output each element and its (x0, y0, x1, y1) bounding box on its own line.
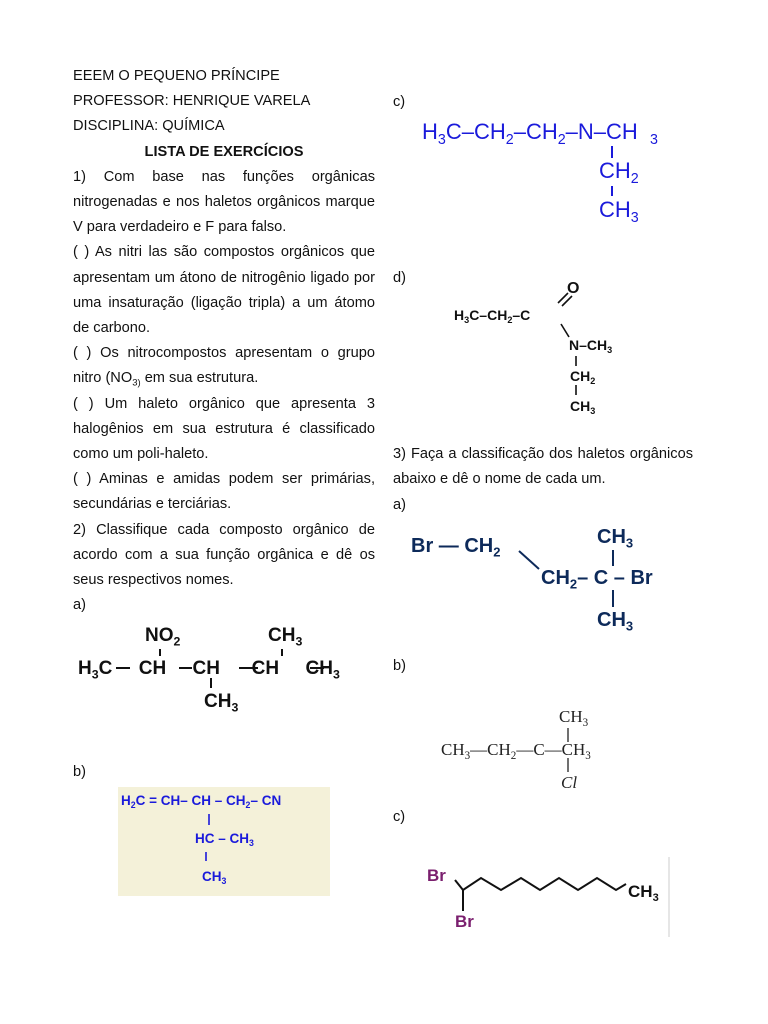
q2d-ch2: $CH_2$ (570, 368, 596, 387)
q3c-structure (425, 857, 675, 937)
q2a-ch3-bottom: $CH_3$ (204, 691, 239, 715)
q3-label-a: a) (393, 497, 406, 513)
page-title: LISTA DE EXERCÍCIOS (144, 143, 304, 160)
q3b-cl: Cl (561, 773, 578, 792)
q2d-n-ch3: $N-CH_3$ (569, 337, 613, 356)
q3-label-b: b) (393, 658, 406, 674)
q3a-ch3-bottom: $CH_3$ (597, 609, 634, 634)
q3a-br-ch2: Br — $CH_2$ (411, 535, 501, 560)
q2b-branch-ch3: $CH_3$ (202, 869, 227, 887)
q2-label-a: a) (73, 597, 86, 614)
q2a-structure (78, 622, 378, 722)
q3b-ch3-top: $CH_3$ (559, 707, 589, 729)
q2-label-b: b) (73, 764, 86, 780)
q1-prompt: 1) Com base nas funções orgânicas nitrogenadas e nos haletos orgânicos marque V para verdadeiro e F para falso. (73, 168, 375, 236)
q1-item-2-subscript: 3) (132, 377, 141, 389)
q3b-main-chain: $CH_3—CH_2—C—CH_3$ (441, 740, 591, 762)
q2b-main-chain: $H_2C = CH-$ CH – $CH_2-$ CN (121, 793, 282, 811)
q3c-br-top: Br (427, 866, 446, 885)
q3a-structure (411, 523, 691, 635)
q1-item-1: ( ) As nitri las são compostos orgânicos que apresentam um átono de nitrogênio ligado por uma insaturação (ligação tripla) a um átomo de carbono. (73, 244, 375, 337)
q2-label-d: d) (393, 270, 406, 286)
left-column (73, 64, 375, 618)
teacher-name: PROFESSOR: HENRIQUE VARELA (73, 93, 311, 110)
q2d-ch3: $CH_3$ (570, 398, 596, 417)
q2a-main-chain: $H_3C$ CH CH CH $CH_3$ (78, 658, 340, 682)
q1-item-3: ( ) Um haleto orgânico que apresenta 3 halogênios em sua estrutura é classificado como um poli-haleto. (73, 395, 375, 463)
school-name: EEEM O PEQUENO PRÍNCIPE (73, 68, 280, 84)
q2b-branch-hc: HC – $CH_3$ (195, 831, 254, 849)
q2d-main-chain: $H_3C-CH_2-C$ (454, 307, 531, 326)
q3c-br-bottom: Br (455, 912, 474, 931)
q2-prompt: 2) Classifique cada composto orgânico de acordo com a sua função orgânica e dê os seus respectivos nomes. (73, 521, 375, 589)
q2d-oxygen: O (567, 280, 580, 297)
q2d-bonds (454, 281, 654, 421)
q2b-structure (118, 787, 330, 896)
q3b-structure (441, 706, 661, 798)
q3c-ch3: $CH_3$ (628, 882, 659, 904)
q2c-ch3: $CH_3$ (599, 197, 639, 226)
subject-name: DISCIPLINA: QUÍMICA (73, 118, 225, 135)
q2c-structure (422, 117, 702, 227)
q2c-ch2: $CH_2$ (599, 158, 639, 187)
q1-item-2-tail: em sua estrutura. (140, 370, 259, 387)
q3a-middle-chain: $CH_2-$ C – Br (541, 567, 653, 592)
q1-item-4: ( ) Aminas e amidas podem ser primárias, secundárias e terciárias. (73, 471, 375, 513)
q2a-no2: $NO_2$ (145, 625, 181, 649)
q3-label-c: c) (393, 809, 406, 825)
q2c-bonds (422, 117, 702, 227)
q1-item-2 (73, 341, 375, 391)
q1-item-2-text: ( ) Os nitrocompostos apresentam o grupo nitro (NO (73, 345, 375, 387)
q2c-main-chain: $H_3C-CH_2-CH_2-N-CH$ $_3$ (422, 119, 658, 148)
q2d-structure (454, 281, 654, 421)
q2-label-c: c) (393, 94, 406, 110)
q3-prompt: 3) Faça a classificação dos haletos orgânicos abaixo e dê o nome de cada um. (393, 446, 693, 488)
q2a-ch3-top: $CH_3$ (268, 625, 303, 649)
q3a-ch3-top: $CH_3$ (597, 526, 634, 551)
